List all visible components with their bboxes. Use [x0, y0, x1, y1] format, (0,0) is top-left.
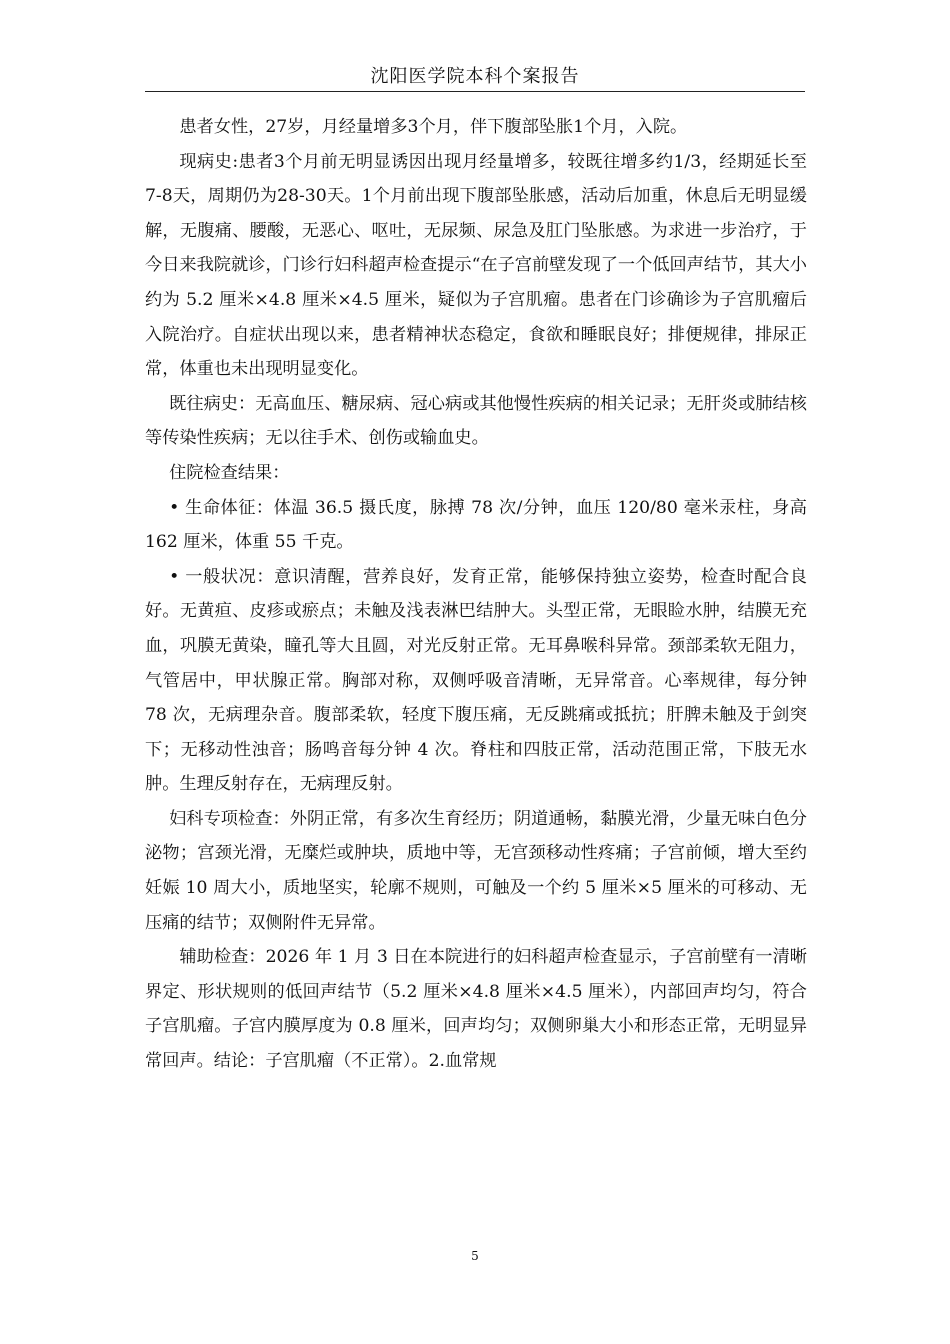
page-number: 5: [471, 1249, 479, 1263]
header-divider: [145, 91, 805, 92]
paragraph-gynecologic-exam: 妇科专项检查：外阴正常，有多次生育经历；阴道通畅，黏膜光滑，少量无味白色分泌物；宫颈光滑，无糜烂或肿块，质地中等，无宫颈移动性疼痛；子宫前倾，增大至约妊娠 10 周大小，质地坚实，轮廓不规则，可触及一个约 5 厘米×5 厘米的可移动、无压痛的结节；双侧附件无异常。: [145, 808, 807, 933]
paragraph-past-history: 既往病史：无高血压、糖尿病、冠心病或其他慢性疾病的相关记录；无肝炎或肺结核等传染性疾病；无以往手术、创伤或输血史。: [145, 393, 807, 449]
paragraph-chief-complaint: 患者女性，27岁，月经量增多3个月，伴下腹部坠胀1个月，入院。: [179, 117, 688, 137]
report-body: [145, 110, 807, 1079]
paragraph-general-condition: • 一般状况：意识清醒，营养良好，发育正常，能够保持独立姿势，检查时配合良好。无黄疸、皮疹或瘀点；未触及浅表淋巴结肿大。头型正常，无眼睑水肿，结膜无充血，巩膜无黄染，瞳孔等大且圆，对光反射正常。无耳鼻喉科异常。颈部柔软无阻力，气管居中，甲状腺正常。胸部对称，双侧呼吸音清晰，无异常音。心率规律，每分钟 78 次，无病理杂音。腹部柔软，轻度下腹压痛，无反跳痛或抵抗；肝脾未触及于剑突下；无移动性浊音；肠鸣音每分钟 4 次。脊柱和四肢正常，活动范围正常，下肢无水肿。生理反射存在，无病理反射。: [145, 566, 807, 795]
paragraph-exam-heading: 住院检查结果：: [169, 462, 290, 483]
paragraph-auxiliary-exam: 辅助检查：2026 年 1 月 3 日在本院进行的妇科超声检查显示，子宫前壁有一清晰界定、形状规则的低回声结节（5.2 厘米×4.8 厘米×4.5 厘米），内部回声均匀，符合子宫肌瘤。子宫内膜厚度为 0.8 厘米，回声均匀；双侧卵巢大小和形态正常，无明显异常回声。结论：子宫肌瘤（不正常）。2.血常规: [145, 947, 807, 1072]
page-header-title: 沈阳医学院本科个案报告: [370, 66, 580, 87]
paragraph-present-illness: 现病史:患者3个月前无明显诱因出现月经量增多，较既往增多约1/3，经期延长至7-8天，周期仍为28-30天。1个月前出现下腹部坠胀感，活动后加重，休息后无明显缓解，无腹痛、腰酸，无恶心、呕吐，无尿频、尿急及肛门坠胀感。为求进一步治疗，于今日来我院就诊，门诊行妇科超声检查提示“在子宫前壁发现了一个低回声结节，其大小约为 5.2 厘米×4.8 厘米×4.5 厘米，疑似为子宫肌瘤。患者在门诊确诊为子宫肌瘤后入院治疗。自症状出现以来，患者精神状态稳定，食欲和睡眠良好；排便规律，排尿正常，体重也未出现明显变化。: [145, 151, 807, 380]
paragraph-vital-signs: • 生命体征：体温 36.5 摄氏度，脉搏 78 次/分钟，血压 120/80 毫米汞柱，身高 162 厘米，体重 55 千克。: [145, 497, 807, 553]
